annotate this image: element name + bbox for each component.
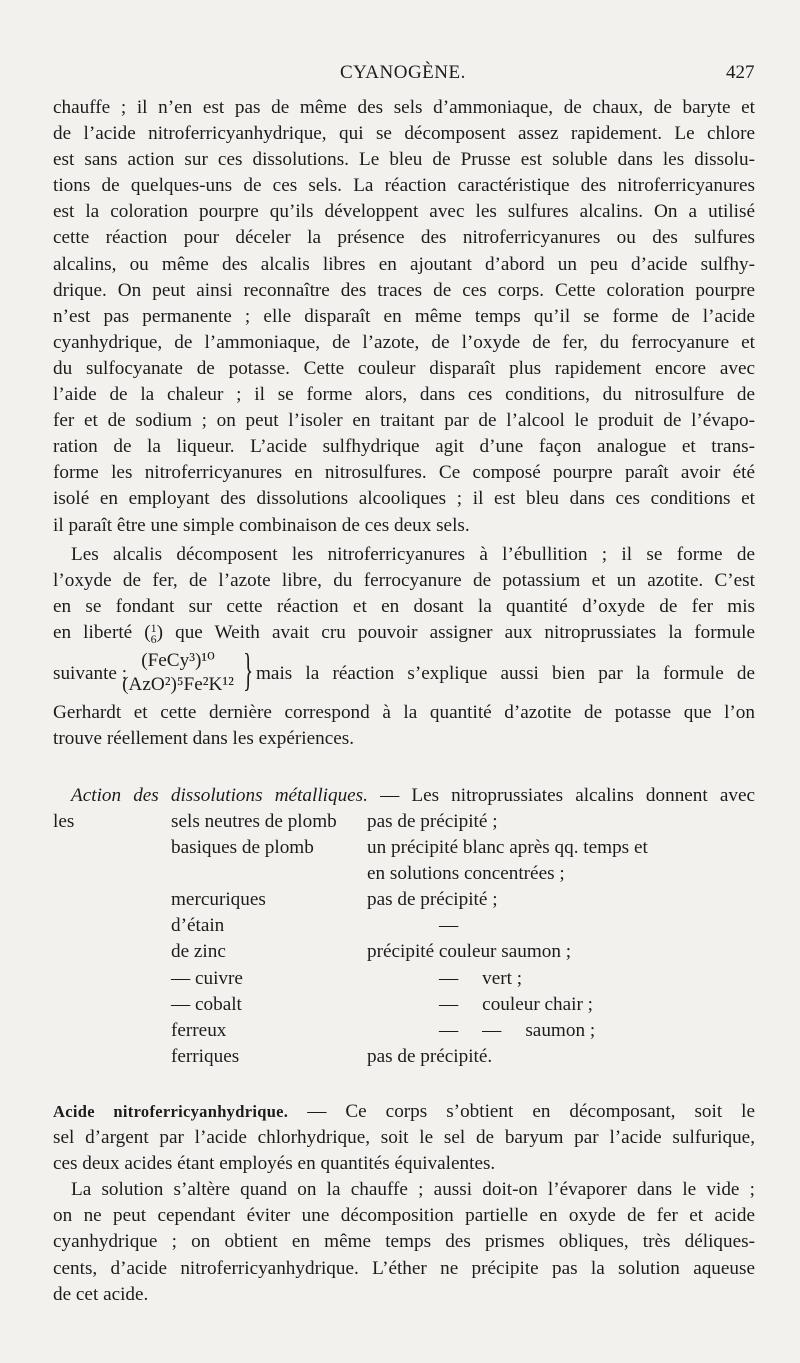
text-line: alcalins, ou même des alcalis libres en ajoutant d’abord un peu d’acide sulfhy- <box>53 253 755 275</box>
text-line: ces deux acides étant employés en quantités équivalentes. <box>53 1153 496 1175</box>
table-row: — cuivre — vert ; <box>171 967 523 989</box>
formula-prefix: suivante : <box>53 663 128 685</box>
table-row: en solutions concentrées ; <box>367 863 565 885</box>
section-title: Action des dissolutions métalliques. <box>71 785 368 806</box>
text-line: il paraît être une simple combinaison de ces deux sels. <box>53 514 470 536</box>
formula-bottom: (AzO²)⁵Fe²K¹² <box>122 674 234 696</box>
fraction-numerator: 1 <box>150 620 157 635</box>
section-intro: — Les nitroprussiates alcalins donnent avec <box>367 785 755 806</box>
table-row: ferriques pas de précipité. <box>171 1045 493 1067</box>
text-line: de cet acide. <box>53 1283 149 1305</box>
text-fragment: en liberté ( <box>53 622 151 644</box>
text-line <box>53 620 755 646</box>
text-line: l’aide de la chaleur ; il se forme alors, dans ces conditions, du nitrosulfure de <box>53 384 755 406</box>
section-heading: Acide nitroferricyanhydrique. <box>53 1102 289 1121</box>
text-line <box>53 1099 755 1125</box>
text-line: fer et de sodium ; on peut l’isoler en traitant par de l’alcool le produit de l’évapo- <box>53 410 755 432</box>
text-line: l’oxyde de fer, de l’azote libre, du ferrocyanure de potassium et un azotite. C’est <box>53 570 755 592</box>
text-line: Gerhardt et cette dernière correspond à la quantité d’azotite de potasse que l’on <box>53 702 755 724</box>
fraction-denominator: 6 <box>150 631 157 646</box>
paragraph-2 <box>53 542 755 753</box>
formula-top: (FeCy³)¹⁰ <box>141 650 215 672</box>
text-fragment: ) que Weith avait cru pouvoir assigner aux nitroprussiates la formule <box>156 622 755 644</box>
text-line: cette réaction pour déceler la présence des nitroferricyanures ou des sulfures <box>53 227 755 249</box>
text-line: chauffe ; il n’en est pas de même des sels d’ammoniaque, de chaux, de baryte et <box>53 97 755 118</box>
running-head: CYANOGÈNE. <box>340 62 466 83</box>
action-heading-line <box>53 783 755 809</box>
text-line: est sans action sur ces dissolutions. Le bleu de Prusse est soluble dans les dissolu- <box>53 149 755 171</box>
formula-fraction <box>118 649 238 697</box>
text-line: on ne peut cependant éviter une décomposition partielle en oxyde de fer et acide <box>53 1205 755 1227</box>
table-row: d’étain — <box>171 915 459 937</box>
text-line: isolé en employant des dissolutions alcooliques ; il est bleu dans ces conditions et <box>53 488 755 510</box>
formula-line <box>53 646 755 700</box>
text-line: La solution s’altère quand on la chauffe ; aussi doit-on l’évaporer dans le vide ; <box>71 1179 755 1201</box>
formula-suffix: mais la réaction s’explique aussi bien par la formule de <box>256 663 755 685</box>
reaction-table <box>53 809 755 1070</box>
text-fragment: — Ce corps s’obtient en décomposant, soit le <box>288 1101 755 1122</box>
text-line: Les alcalis décomposent les nitroferricyanures à l’ébullition ; il se forme de <box>71 544 755 565</box>
text-line: de l’acide nitroferricyanhydrique, qui se décomposent assez rapidement. Le chlore <box>53 123 755 145</box>
table-row: de zinc précipité couleur saumon ; <box>171 941 572 963</box>
page-number: 427 <box>726 62 755 83</box>
acid-section <box>53 1099 755 1308</box>
table-row: ferreux — — saumon ; <box>171 1019 596 1041</box>
text-line: drique. On peut ainsi reconnaître des traces de ces corps. Cette coloration pourpre <box>53 279 755 301</box>
table-row: les sels neutres de plomb pas de précipité ; <box>53 811 498 832</box>
text-line: est la coloration pourpre qu’ils développent avec les sulfures alcalins. On a utilisé <box>53 201 755 223</box>
table-row: — cobalt — couleur chair ; <box>171 993 593 1015</box>
text-line: ration de la liqueur. L’acide sulfhydrique agit d’une façon analogue et trans- <box>53 436 755 458</box>
text-line: du sulfocyanate de potasse. Cette couleur disparaît plus rapidement encore avec <box>53 357 755 379</box>
text-line: tions de quelques-uns de ces sels. La réaction caractéristique des nitroferricyanures <box>53 175 755 197</box>
table-row: mercuriques pas de précipité ; <box>171 889 498 911</box>
text-line: n’est pas permanente ; elle disparaît en même temps qu’il se forme de l’acide <box>53 305 755 327</box>
brace-icon: } <box>243 644 254 696</box>
text-line: cents, d’acide nitroferricyanhydrique. L’éther ne précipite pas la solution aqueuse <box>53 1257 755 1279</box>
text-line: en se fondant sur cette réaction et en dosant la quantité d’oxyde de fer mis <box>53 596 755 618</box>
text-line: sel d’argent par l’acide chlorhydrique, soit le sel de baryum par l’acide sulfurique, <box>53 1127 755 1149</box>
table-row: basiques de plomb un précipité blanc après qq. temps et <box>171 837 648 859</box>
text-line: cyanhydrique ; on obtient en même temps des prismes obliques, très déliques- <box>53 1231 755 1253</box>
text-line: trouve réellement dans les expériences. <box>53 728 355 750</box>
page-header <box>0 62 800 88</box>
text-line: cyanhydrique, de l’ammoniaque, de l’azote, de l’oxyde de fer, du ferrocyanure et <box>53 331 755 353</box>
paragraph-1 <box>53 95 755 539</box>
text-line: forme les nitroferricyanures en nitrosulfures. Ce composé pourpre paraît avoir été <box>53 462 755 484</box>
